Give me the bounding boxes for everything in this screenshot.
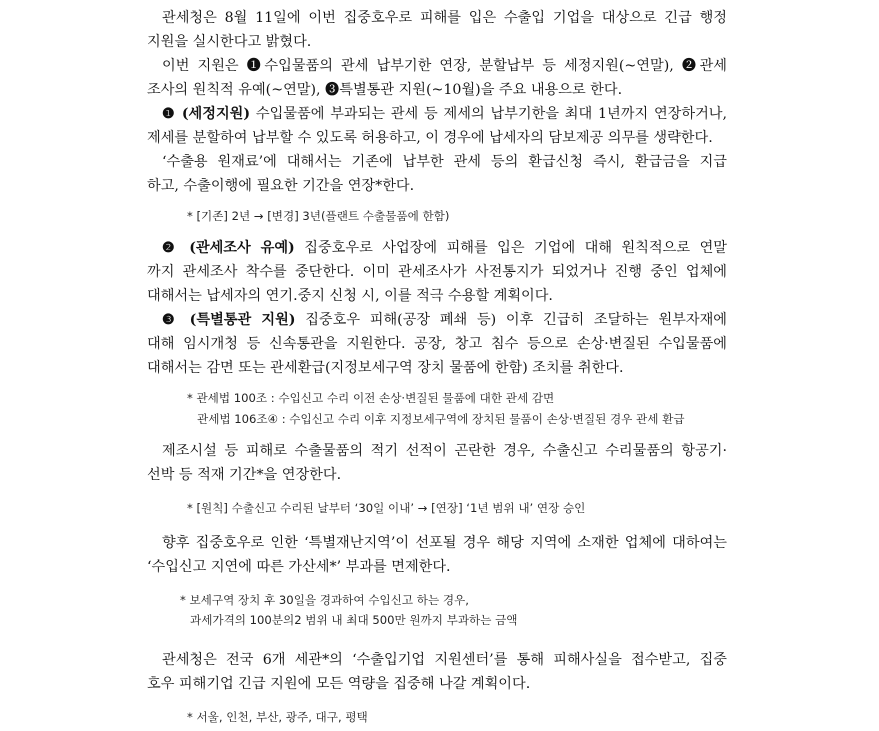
- footnote: 과세가격의 100분의2 범위 내 최대 500만 원까지 부과하는 금액: [190, 613, 518, 627]
- footnote: * 관세법 100조 : 수입신고 수리 이전 손상·변질된 물품에 대한 관세 감면: [187, 391, 555, 405]
- section-number-3: ❸: [162, 312, 180, 328]
- paragraph-line: 까지 관세조사 착수를 중단한다. 이미 관세조사가 사전통지가 되었거나 진행 중인 업체에: [147, 264, 727, 280]
- paragraph-line: 지원을 실시한다고 밝혔다.: [147, 34, 312, 50]
- footnote: * [기존] 2년 → [변경] 3년(플랜트 수출물품에 한함): [187, 209, 450, 223]
- paragraph-line: 이번 지원은 ❶수입물품의 관세 납부기한 연장, 분할납부 등 세정지원(~연말), ❷관세: [162, 58, 727, 74]
- paragraph-line: 대해서는 납세자의 연기.중지 신청 시, 이를 적극 수용할 계획이다.: [147, 288, 553, 304]
- section-line: [162, 310, 727, 330]
- paragraph-line: 대해 임시개청 등 신속통관을 지원한다. 공장, 창고 침수 등으로 손상·변질된 수입물품에: [147, 336, 727, 352]
- section-line: [162, 238, 727, 258]
- paragraph-line: 관세청은 8월 11일에 이번 집중호우로 피해를 입은 수출입 기업을 대상으로 긴급 행정: [162, 10, 727, 26]
- paragraph-line: 대해서는 감면 또는 관세환급(지정보세구역 장치 물품에 한함) 조치를 취한다.: [147, 360, 624, 376]
- footnote: * [원칙] 수출신고 수리된 날부터 ‘30일 이내’ → [연장] ‘1년 범위 내’ 연장 승인: [187, 501, 586, 515]
- section-number-2: ❷: [162, 240, 180, 256]
- section-title-special-clearance: (특별통관 지원): [189, 312, 296, 328]
- paragraph-line: 하고, 수출이행에 필요한 기간을 연장*한다.: [147, 178, 415, 194]
- footnote: * 서울, 인천, 부산, 광주, 대구, 평택: [187, 710, 368, 724]
- paragraph-line: 향후 집중호우로 인한 ‘특별재난지역’이 선포될 경우 해당 지역에 소재한 업체에 대하여는: [162, 535, 727, 551]
- section-text: 수입물품에 부과되는 관세 등 제세의 납부기한을 최대 1년까지 연장하거나,: [250, 106, 727, 122]
- paragraph-line: 제세를 분할하여 납부할 수 있도록 허용하고, 이 경우에 납세자의 담보제공 의무를 생략한다.: [147, 130, 713, 146]
- section-number-1: ❶: [162, 106, 177, 122]
- paragraph-line: ‘수출용 원재료’에 대해서는 기존에 납부한 관세 등의 환급신청 즉시, 환급금을 지급: [162, 154, 727, 170]
- section-line: [162, 104, 727, 124]
- section-title-audit-deferral: (관세조사 유예): [189, 240, 295, 256]
- paragraph-line: 호우 피해기업 긴급 지원에 모든 역량을 집중해 나갈 계획이다.: [147, 676, 531, 692]
- paragraph-line: 제조시설 등 피해로 수출물품의 적기 선적이 곤란한 경우, 수출신고 수리물품의 항공기·: [162, 443, 727, 459]
- footnote: * 보세구역 장치 후 30일을 경과하여 수입신고 하는 경우,: [180, 593, 469, 607]
- section-title-tax-support: (세정지원): [181, 106, 251, 122]
- paragraph-line: 선박 등 적재 기간*을 연장한다.: [147, 467, 342, 483]
- paragraph-line: 관세청은 전국 6개 세관*의 ‘수출입기업 지원센터’를 통해 피해사실을 접수받고, 집중: [162, 652, 727, 668]
- section-text: 집중호우로 사업장에 피해를 입은 기업에 대해 원칙적으로 연말: [294, 240, 727, 256]
- paragraph-line: 조사의 원칙적 유예(~연말), ❸특별통관 지원(~10월)을 주요 내용으로 한다.: [147, 82, 623, 98]
- section-text: 집중호우 피해(공장 폐쇄 등) 이후 긴급히 조달하는 원부자재에: [295, 312, 727, 328]
- paragraph-line: ‘수입신고 지연에 따른 가산세*’ 부과를 면제한다.: [147, 559, 451, 575]
- footnote: 관세법 106조④ : 수입신고 수리 이후 지정보세구역에 장치된 물품이 손상·변질된 경우 관세 환급: [197, 412, 685, 426]
